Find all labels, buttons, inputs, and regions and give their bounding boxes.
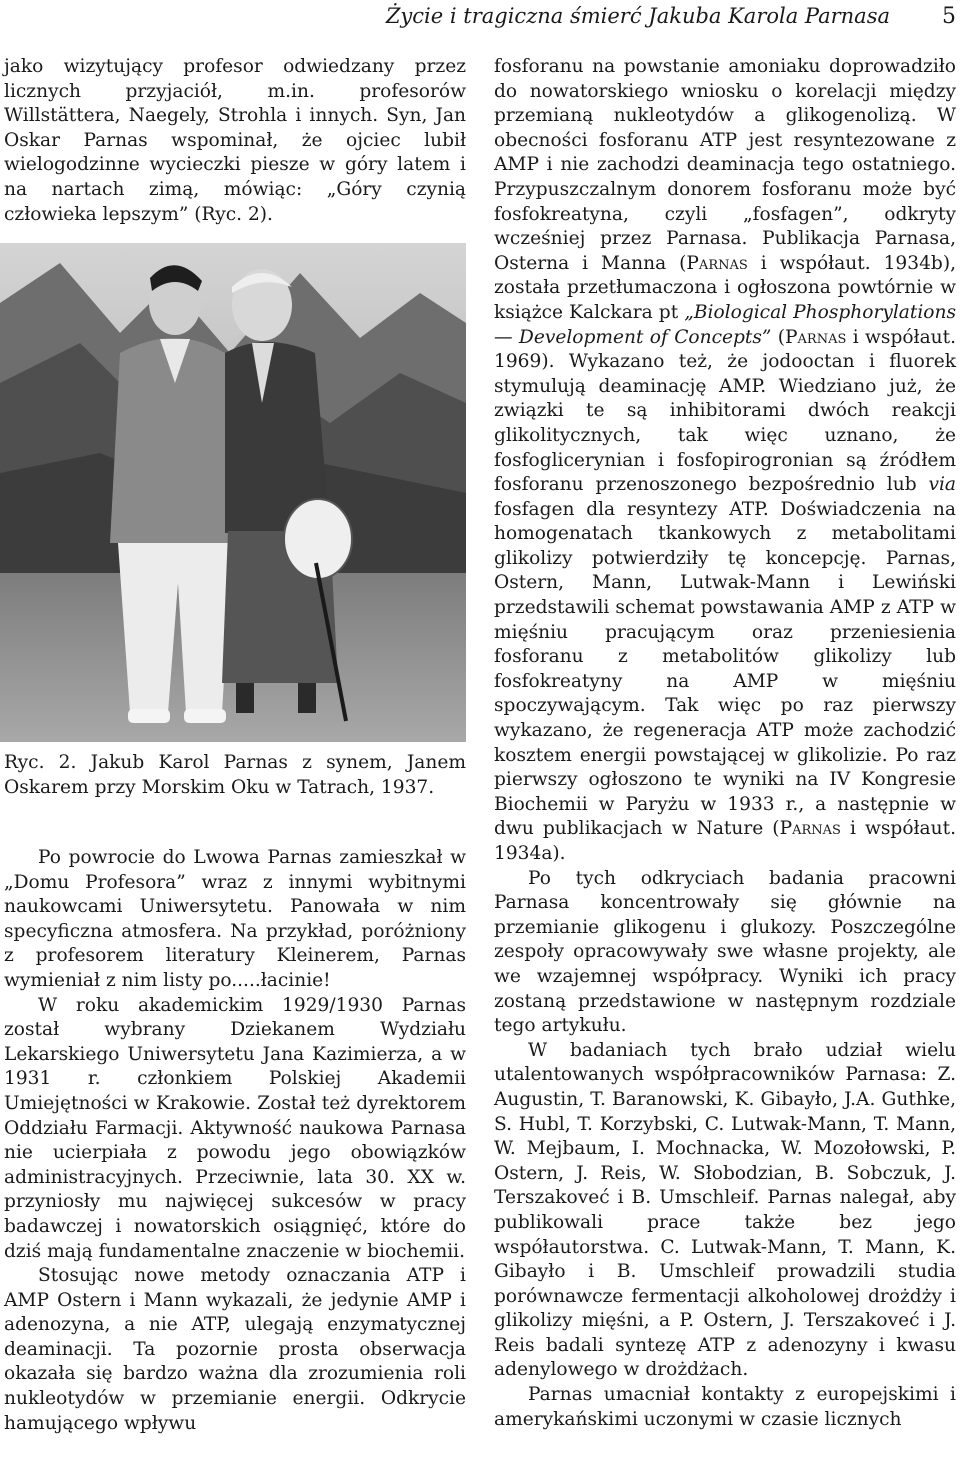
paragraph-dean: W roku akademickim 1929/1930 Parnas został wybrany Dziekanem Wydziału Lekarskiego Uniwersytetu Jana Kazimierza, a w 1931 r. członkiem Polskiej Akademii Umiejętności w Krakowie. Został też dyrektorem Oddziału Farmacji. Aktywność naukowa Parnasa nie ucierpiała z powodu jego obowiązków administracyjnych. Przeciwnie, lata 30. XX w. przyniosły mu najwięcej sukcesów w pracy badawczej i nowatorskich osiągnięć, które do dziś mają fundamentalne znaczenie w biochemii. <box>4 994 466 1262</box>
citation-author: Parnas <box>686 252 748 274</box>
paragraph-methods: Stosując nowe metody oznaczania ATP i AMP Ostern i Mann wykazali, że jedynie AMP i adenozyna, a nie ATP, ulegają enzymatycznej deaminacji. Ta pozornie prosta obserwacja okazała się bardzo ważna dla zrozumienia roli nukleotydów w przemianie energii. Odkrycie hamującego wpływu <box>4 1265 466 1434</box>
intro-paragraph: jako wizytujący profesor odwiedzany przez licznych przyjaciół, m.in. profesorów Willstättera, Naegely, Strohla i innych. Syn, Jan Oskar Parnas wspominał, że ojciec lubił wielogodzinne wycieczki piesze w góry latem i na nartach zimą, mówiąc: „Góry czynią człowieka lepszym” (Ryc. 2). <box>4 56 466 225</box>
photo-father-and-son-icon <box>0 243 466 742</box>
paragraph-contacts: Parnas umacniał kontakty z europejskimi i amerykańskimi uczonymi w czasie licznych <box>494 1384 956 1430</box>
latin-term: via <box>928 474 956 496</box>
paragraph-lwow: Po powrocie do Lwowa Parnas zamieszkał w „Domu Profesora” wraz z innymi wybitnymi naukowcami Uniwersytetu. Panowała w nim specyficzna atmosfera. Na przykład, poróżniony z profesorem literatury Kleinerem, Parnas wymieniał z nim listy po.....łacinie! <box>4 847 466 991</box>
figure-photo <box>0 243 466 742</box>
running-title: Życie i tragiczna śmierć Jakuba Karola Parnasa <box>385 4 890 28</box>
book-title: „Biological Phosphorylations — Development of Concepts” <box>494 301 957 348</box>
text-run: fosfagen dla resyntezy ATP. Doświadczenia na homogenatach tkankowych z metabolitami glikolizy potwierdziły tę koncepcję. Parnas, Ostern, Mann, Lutwak-Mann i Lewiński przedstawili schemat powstawania AMP z ATP w mięśniu pracującym oraz przeniesienia fosforanu z metabolitów glikolizy lub fosfokreatyny na AMP w mięśniu spoczywającym. Tak więc po raz pierwszy wykazano, że regeneracja ATP może zachodzić kosztem energii powstającej w glikolizie. Po raz pierwszy ogłoszono te wyniki na IV Kongresie Biochemii w Paryżu w 1933 r., a następnie w dwu publikacjach w Nature ( <box>494 498 956 840</box>
paragraph-phosphate <box>494 55 956 867</box>
figure-caption <box>4 751 466 800</box>
citation-author: Parnas <box>785 326 847 348</box>
page-number: 5 <box>942 4 956 29</box>
paragraph-coworkers: W badaniach tych brało udział wielu utalentowanych współpracowników Parnasa: Z. Augustin, T. Baranowski, K. Gibayło, J.A. Guthke, S. Hubl, T. Korzybski, C. Lutwak-Mann, T. Mann, W. Mejbaum, I. Mochnacka, W. Mozołowski, P. Ostern, J. Reis, W. Słobodzian, B. Sobczuk, J. Terszakoveć i B. Umschleif. Parnas nalegał, aby publikowali prace także bez jego współautorstwa. C. Lutwak-Mann, T. Mann, K. Gibayło i B. Umschleif prowadzili studia porównawcze fermentacji alkoholowej drożdży i glikolizy mięśni, a P. Ostern, J. Terszakoveć i J. Reis badali syntezę ATP z adenozyny i kwasu adenylowego w drożdżach. <box>494 1039 956 1381</box>
text-run: i współaut. 1934a). <box>494 818 957 864</box>
text-run: i współaut. 1969). Wykazano też, że jodooctan i fluorek stymulują deaminację AMP. Wiedziano już, że związki te są inhibitorami dwóch reakcji glikolitycznych, tak więc uznano, że fosfoglicerynian i fosfopirogronian są źródłem fosforanu przenoszonego bezpośrednio lub <box>494 326 957 496</box>
text-run: i współaut. 1934b), została przetłumaczona i ogłoszona powtórnie w książce Kalckara pt <box>494 252 956 323</box>
text-run: ( <box>771 326 786 348</box>
running-header <box>0 4 960 30</box>
right-column <box>494 55 956 1432</box>
text-run: fosforanu na powstanie amoniaku doprowadziło do nowatorskiego wniosku o korelacji między przemianą nukleotydów a glikogenolizą. W obecności fosforanu ATP jest resyntezowane z AMP i nie zachodzi deaminacja tego ostatniego. Przypuszczalnym donorem fosforanu może być fosfokreatyna, czyli „fosfagen”, odkryty wcześniej przez Parnasa. Publikacja Parnasa, Osterna i Manna ( <box>494 56 956 274</box>
figure-caption-text: Ryc. 2. Jakub Karol Parnas z synem, Janem Oskarem przy Morskim Oku w Tatrach, 1937. <box>4 752 466 798</box>
left-column-body <box>4 846 466 1436</box>
citation-author: Parnas <box>779 818 841 840</box>
paragraph-glycogen: Po tych odkryciach badania pracowni Parnasa koncentrowały się głównie na przemianie glikogenu i glukozy. Poszczególne zespoły opracowywały swe własne projekty, ale we wzajemnej współpracy. Wyniki ich pracy zostaną przedstawione w następnym rozdziale tego artykułu. <box>494 867 956 1037</box>
left-column-intro <box>4 55 466 227</box>
